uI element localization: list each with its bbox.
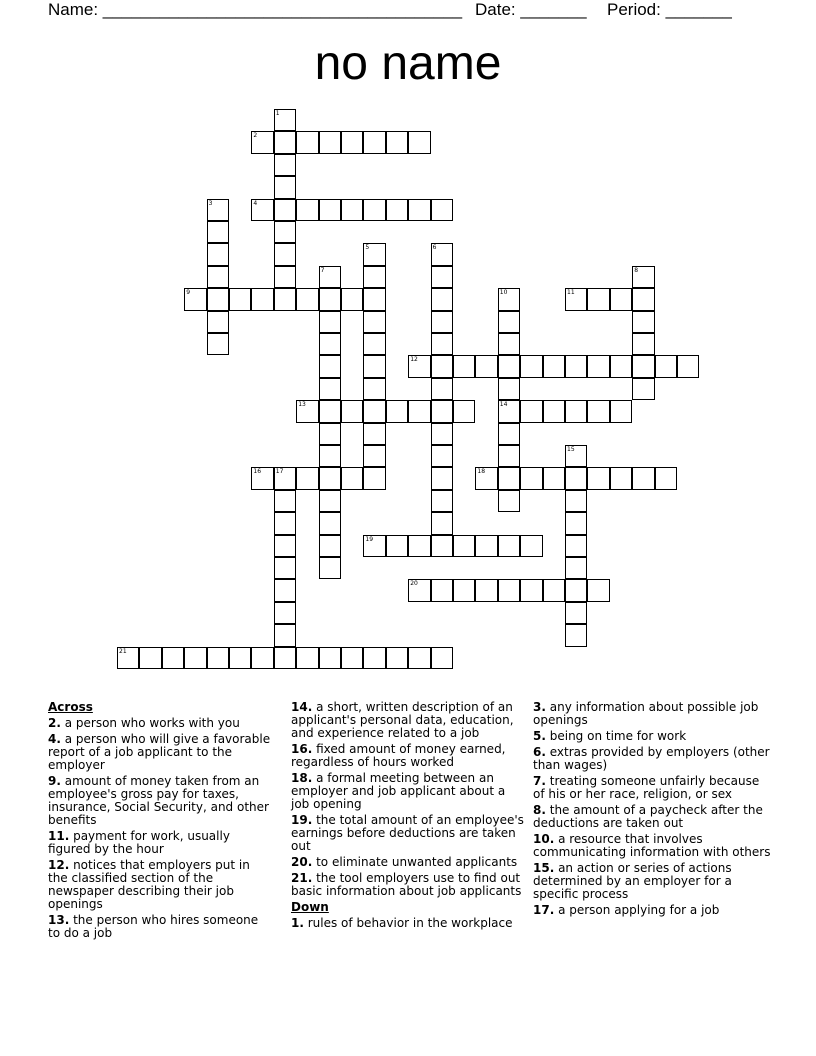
clue-text: a formal meeting between an employer and job applicant about a job opening: [291, 771, 506, 811]
clue-number-label: 10: [499, 289, 508, 297]
grid-cell[interactable]: [363, 535, 385, 557]
grid-cell[interactable]: [386, 400, 408, 422]
grid-cell[interactable]: [363, 423, 385, 445]
clue-number-label: 11: [567, 289, 575, 297]
grid-cell[interactable]: [319, 333, 341, 355]
grid-cell[interactable]: [207, 199, 229, 221]
grid-cell[interactable]: [341, 131, 363, 153]
grid-cell[interactable]: [408, 131, 430, 153]
across-heading: Across: [48, 700, 93, 714]
clue-text: the amount of a paycheck after the deductions are taken out: [533, 803, 763, 830]
grid-cell[interactable]: [587, 467, 609, 489]
grid-cell[interactable]: [565, 535, 587, 557]
grid-cell[interactable]: [251, 131, 273, 153]
clue-number: 17.: [533, 903, 555, 917]
clue-number: 9.: [48, 774, 61, 788]
clue-number-label: 6: [432, 244, 437, 252]
grid-cell[interactable]: [386, 131, 408, 153]
grid-cell[interactable]: [498, 333, 520, 355]
clue-item: [533, 804, 771, 830]
grid-cell[interactable]: [498, 445, 520, 467]
grid-cell[interactable]: [274, 288, 296, 310]
grid-cell[interactable]: [408, 579, 430, 601]
grid-cell[interactable]: [587, 288, 609, 310]
grid-cell[interactable]: [139, 647, 161, 669]
grid-cell[interactable]: [319, 535, 341, 557]
grid-cell[interactable]: [274, 243, 296, 265]
grid-cell[interactable]: [431, 378, 453, 400]
grid-cell[interactable]: [341, 647, 363, 669]
clue-number-label: 3: [208, 199, 213, 207]
across-clue-list-1: [48, 717, 273, 940]
grid-cell[interactable]: [543, 400, 565, 422]
grid-cell[interactable]: [543, 467, 565, 489]
clue-number: 8.: [533, 803, 546, 817]
grid-cell[interactable]: [475, 355, 497, 377]
grid-cell[interactable]: [296, 400, 318, 422]
grid-cell[interactable]: [386, 535, 408, 557]
grid-cell[interactable]: [498, 579, 520, 601]
grid-cell[interactable]: [498, 355, 520, 377]
grid-cell[interactable]: [296, 288, 318, 310]
grid-cell[interactable]: [565, 557, 587, 579]
clue-item: [291, 872, 526, 898]
grid-cell[interactable]: [632, 311, 654, 333]
clue-number: 10.: [533, 832, 555, 846]
grid-cell[interactable]: [587, 400, 609, 422]
clue-number: 21.: [291, 871, 313, 885]
grid-cell[interactable]: [274, 199, 296, 221]
clue-text: the person who hires someone to do a job: [48, 913, 259, 940]
grid-cell[interactable]: [565, 512, 587, 534]
grid-cell[interactable]: [207, 243, 229, 265]
grid-cell[interactable]: [431, 423, 453, 445]
grid-cell[interactable]: [274, 109, 296, 131]
down-heading: Down: [291, 900, 329, 914]
grid-cell[interactable]: [587, 579, 609, 601]
grid-cell[interactable]: [610, 400, 632, 422]
grid-cell[interactable]: [319, 378, 341, 400]
grid-cell[interactable]: [363, 131, 385, 153]
grid-cell[interactable]: [207, 288, 229, 310]
grid-cell[interactable]: [565, 602, 587, 624]
grid-cell[interactable]: [655, 355, 677, 377]
grid-cell[interactable]: [498, 423, 520, 445]
grid-cell[interactable]: [655, 467, 677, 489]
grid-cell[interactable]: [610, 288, 632, 310]
clue-number-label: 20: [410, 580, 418, 588]
grid-cell[interactable]: [431, 467, 453, 489]
grid-cell[interactable]: [319, 311, 341, 333]
grid-cell[interactable]: [251, 288, 273, 310]
grid-cell[interactable]: [677, 355, 699, 377]
clue-item: [533, 746, 771, 772]
clues-column-2: [291, 701, 526, 933]
clues-column-3: [533, 701, 771, 920]
grid-cell[interactable]: [565, 288, 587, 310]
grid-cell[interactable]: [296, 467, 318, 489]
grid-cell[interactable]: [453, 579, 475, 601]
grid-cell[interactable]: [543, 579, 565, 601]
grid-cell[interactable]: [184, 288, 206, 310]
clues-column-1: [48, 701, 273, 943]
clue-number: 13.: [48, 913, 70, 927]
clue-number-label: 7: [320, 266, 325, 274]
clue-item: [533, 730, 771, 743]
grid-cell[interactable]: [408, 400, 430, 422]
clue-item: [533, 775, 771, 801]
grid-cell[interactable]: [274, 467, 296, 489]
grid-cell[interactable]: [565, 579, 587, 601]
date-field[interactable]: Date: _______: [475, 0, 587, 19]
clue-number: 12.: [48, 858, 70, 872]
clue-item: [533, 701, 771, 727]
clue-number: 7.: [533, 774, 546, 788]
clue-number-label: 15: [567, 446, 575, 453]
grid-cell[interactable]: [363, 355, 385, 377]
clue-text: being on time for work: [545, 729, 687, 743]
grid-cell[interactable]: [632, 266, 654, 288]
grid-cell[interactable]: [274, 221, 296, 243]
clue-number-label: 1: [275, 110, 280, 117]
grid-cell[interactable]: [431, 311, 453, 333]
grid-cell[interactable]: [587, 355, 609, 377]
across-clue-list-2: [291, 701, 526, 898]
grid-cell[interactable]: [341, 400, 363, 422]
clue-number-label: 17: [275, 468, 284, 476]
grid-cell[interactable]: [363, 288, 385, 310]
grid-cell[interactable]: [319, 490, 341, 512]
clue-text: rules of behavior in the workplace: [303, 916, 513, 930]
clue-item: [291, 701, 526, 740]
grid-cell[interactable]: [229, 288, 251, 310]
grid-cell[interactable]: [341, 199, 363, 221]
grid-cell[interactable]: [565, 445, 587, 467]
clue-number: 18.: [291, 771, 313, 785]
grid-cell[interactable]: [162, 647, 184, 669]
grid-cell[interactable]: [498, 378, 520, 400]
grid-cell[interactable]: [207, 311, 229, 333]
clue-item: [533, 862, 771, 901]
grid-cell[interactable]: [319, 467, 341, 489]
clue-item: [48, 733, 273, 772]
clue-text: notices that employers put in the classified section of the newspaper describing their job openings: [48, 858, 250, 911]
grid-cell[interactable]: [565, 490, 587, 512]
grid-cell[interactable]: [207, 333, 229, 355]
puzzle-title: no name: [314, 37, 502, 90]
grid-cell[interactable]: [520, 400, 542, 422]
grid-cell[interactable]: [274, 535, 296, 557]
clue-number-label: 8: [634, 266, 639, 274]
grid-cell[interactable]: [453, 400, 475, 422]
clue-item: [48, 859, 273, 911]
grid-cell[interactable]: [274, 490, 296, 512]
grid-cell[interactable]: [610, 467, 632, 489]
grid-cell[interactable]: [274, 512, 296, 534]
grid-cell[interactable]: [475, 579, 497, 601]
grid-cell[interactable]: [319, 423, 341, 445]
grid-cell[interactable]: [565, 467, 587, 489]
grid-cell[interactable]: [498, 288, 520, 310]
clue-text: fixed amount of money earned, regardless of hours worked: [291, 742, 506, 769]
clue-text: extras provided by employers (other than wages): [533, 745, 770, 772]
grid-cell[interactable]: [498, 467, 520, 489]
clue-number-label: 18: [477, 468, 486, 476]
clue-text: a person who works with you: [60, 716, 240, 730]
grid-cell[interactable]: [274, 176, 296, 198]
grid-cell[interactable]: [319, 400, 341, 422]
grid-cell[interactable]: [431, 647, 453, 669]
clue-number-label: 16: [253, 468, 262, 476]
grid-cell[interactable]: [498, 535, 520, 557]
grid-cell[interactable]: [341, 288, 363, 310]
clue-text: treating someone unfairly because of his or her race, religion, or sex: [533, 774, 760, 801]
grid-cell[interactable]: [475, 467, 497, 489]
clue-item: [533, 904, 771, 917]
grid-cell[interactable]: [207, 266, 229, 288]
grid-cell[interactable]: [431, 288, 453, 310]
clue-number: 3.: [533, 700, 546, 714]
clue-text: a person who will give a favorable report of a job applicant to the employer: [48, 732, 271, 772]
grid-cell[interactable]: [319, 445, 341, 467]
name-field[interactable]: Name: ______________________________________: [48, 0, 463, 19]
clue-number-label: 2: [253, 132, 258, 140]
grid-cell[interactable]: [274, 647, 296, 669]
grid-cell[interactable]: [363, 243, 385, 265]
grid-cell[interactable]: [363, 445, 385, 467]
grid-cell[interactable]: [632, 355, 654, 377]
grid-cell[interactable]: [274, 579, 296, 601]
clue-item: [48, 830, 273, 856]
grid-cell[interactable]: [431, 490, 453, 512]
grid-cell[interactable]: [319, 355, 341, 377]
grid-cell[interactable]: [543, 355, 565, 377]
grid-cell[interactable]: [363, 199, 385, 221]
clue-item: [48, 775, 273, 827]
clue-number-label: 12: [410, 356, 418, 364]
grid-cell[interactable]: [319, 557, 341, 579]
grid-cell[interactable]: [386, 199, 408, 221]
clue-text: a short, written description of an applicant's personal data, education, and experience related to a job: [291, 700, 514, 740]
clue-number: 19.: [291, 813, 313, 827]
grid-cell[interactable]: [363, 467, 385, 489]
clue-text: payment for work, usually figured by the hour: [48, 829, 230, 856]
clue-item: [533, 833, 771, 859]
grid-cell[interactable]: [207, 221, 229, 243]
grid-cell[interactable]: [431, 266, 453, 288]
grid-cell[interactable]: [408, 535, 430, 557]
grid-cell[interactable]: [184, 647, 206, 669]
clue-number: 5.: [533, 729, 546, 743]
grid-cell[interactable]: [475, 535, 497, 557]
clue-item: [48, 717, 273, 730]
grid-cell[interactable]: [520, 467, 542, 489]
grid-cell[interactable]: [498, 490, 520, 512]
grid-cell[interactable]: [431, 445, 453, 467]
clue-number: 15.: [533, 861, 555, 875]
grid-cell[interactable]: [520, 579, 542, 601]
grid-cell[interactable]: [274, 131, 296, 153]
grid-cell[interactable]: [565, 400, 587, 422]
grid-cell[interactable]: [632, 288, 654, 310]
clue-number: 6.: [533, 745, 546, 759]
clue-text: the tool employers use to find out basic information about job applicants: [291, 871, 522, 898]
grid-cell[interactable]: [319, 647, 341, 669]
grid-cell[interactable]: [431, 512, 453, 534]
period-field[interactable]: Period: _______: [607, 0, 732, 19]
down-clue-list-1: [291, 917, 526, 930]
down-clue-list-2: [533, 701, 771, 917]
grid-cell[interactable]: [363, 400, 385, 422]
grid-cell[interactable]: [431, 535, 453, 557]
grid-cell[interactable]: [431, 579, 453, 601]
grid-cell[interactable]: [319, 288, 341, 310]
grid-cell[interactable]: [274, 557, 296, 579]
clue-text: to eliminate unwanted applicants: [312, 855, 518, 869]
grid-cell[interactable]: [319, 131, 341, 153]
grid-cell[interactable]: [363, 266, 385, 288]
clue-text: any information about possible job openings: [533, 700, 759, 727]
grid-cell[interactable]: [453, 535, 475, 557]
grid-cell[interactable]: [431, 333, 453, 355]
grid-cell[interactable]: [296, 199, 318, 221]
clue-number-label: 13: [298, 401, 306, 409]
clue-text: amount of money taken from an employee's gross pay for taxes, insurance, Social Security, and other benefits: [48, 774, 269, 827]
clue-item: [291, 772, 526, 811]
grid-cell[interactable]: [565, 355, 587, 377]
clue-number: 11.: [48, 829, 70, 843]
clue-number-label: 21: [119, 647, 127, 655]
grid-cell[interactable]: [319, 512, 341, 534]
grid-cell[interactable]: [341, 467, 363, 489]
grid-cell[interactable]: [520, 355, 542, 377]
grid-cell[interactable]: [251, 647, 273, 669]
clue-text: a resource that involves communicating information with others: [533, 832, 771, 859]
clue-item: [291, 856, 526, 869]
grid-cell[interactable]: [274, 266, 296, 288]
grid-cell[interactable]: [274, 624, 296, 646]
clue-text: the total amount of an employee's earnings before deductions are taken out: [291, 813, 524, 853]
clue-number: 20.: [291, 855, 313, 869]
grid-cell[interactable]: [386, 647, 408, 669]
grid-cell[interactable]: [632, 467, 654, 489]
clue-item: [48, 914, 273, 940]
clue-number: 4.: [48, 732, 61, 746]
clue-number-label: 9: [186, 289, 191, 297]
grid-cell[interactable]: [229, 647, 251, 669]
grid-cell[interactable]: [207, 647, 229, 669]
grid-cell[interactable]: [520, 535, 542, 557]
grid-cell[interactable]: [363, 378, 385, 400]
grid-cell[interactable]: [632, 378, 654, 400]
clue-number: 16.: [291, 742, 313, 756]
grid-cell[interactable]: [408, 647, 430, 669]
grid-cell[interactable]: [363, 647, 385, 669]
grid-cell[interactable]: [408, 355, 430, 377]
grid-cell[interactable]: [296, 131, 318, 153]
grid-cell[interactable]: [431, 355, 453, 377]
clue-item: [291, 917, 526, 930]
clue-item: [291, 743, 526, 769]
clue-number-label: 5: [365, 244, 370, 252]
clue-number: 1.: [291, 916, 304, 930]
grid-cell[interactable]: [431, 400, 453, 422]
grid-cell[interactable]: [431, 243, 453, 265]
grid-cell[interactable]: [363, 311, 385, 333]
clue-text: a person applying for a job: [554, 903, 720, 917]
grid-cell[interactable]: [431, 199, 453, 221]
grid-cell[interactable]: [274, 154, 296, 176]
grid-cell[interactable]: [610, 355, 632, 377]
clue-number-label: 14: [499, 401, 508, 409]
grid-cell[interactable]: [117, 647, 139, 669]
clue-number: 14.: [291, 700, 313, 714]
grid-cell[interactable]: [274, 602, 296, 624]
clue-number: 2.: [48, 716, 61, 730]
grid-cell[interactable]: [565, 624, 587, 646]
grid-cell[interactable]: [251, 467, 273, 489]
grid-cell[interactable]: [319, 199, 341, 221]
grid-cell[interactable]: [363, 333, 385, 355]
grid-cell[interactable]: [498, 400, 520, 422]
clue-number-label: 4: [253, 199, 258, 207]
grid-cell[interactable]: [296, 647, 318, 669]
clue-item: [291, 814, 526, 853]
grid-cell[interactable]: [319, 266, 341, 288]
grid-cell[interactable]: [408, 199, 430, 221]
clue-text: an action or series of actions determined by an employer for a specific process: [533, 861, 732, 901]
grid-cell[interactable]: [498, 311, 520, 333]
grid-cell[interactable]: [251, 199, 273, 221]
grid-cell[interactable]: [632, 333, 654, 355]
grid-cell[interactable]: [453, 355, 475, 377]
clue-number-label: 19: [365, 535, 374, 543]
